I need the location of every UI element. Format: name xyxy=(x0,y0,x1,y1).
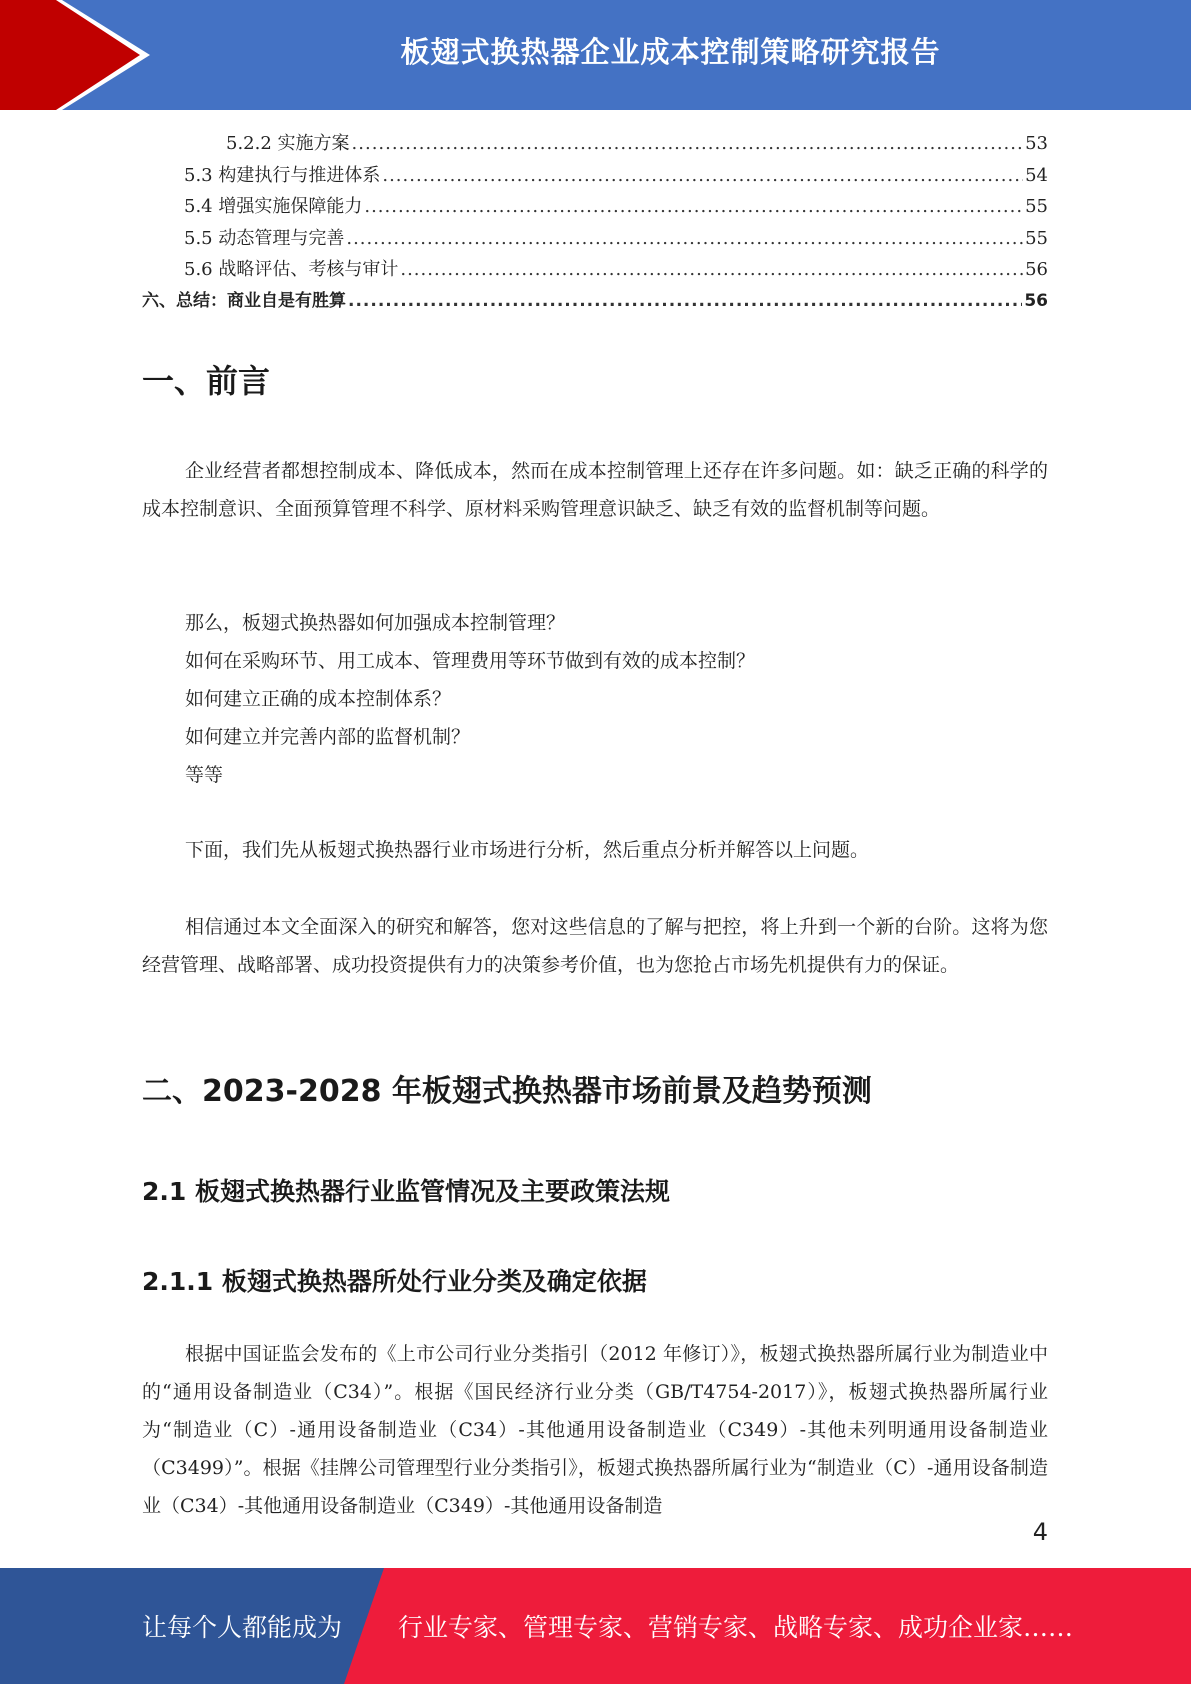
toc-item[interactable] xyxy=(142,223,1048,255)
toc-item-page: 55 xyxy=(1025,196,1048,217)
body-paragraph: 企业经营者都想控制成本、降低成本，然而在成本控制管理上还存在许多问题。如：缺乏正确的科学的成本控制意识、全面预算管理不科学、原材料采购管理意识缺乏、缺乏有效的监督机制等问题。 xyxy=(142,460,1048,520)
toc-item[interactable] xyxy=(142,160,1048,192)
question-item: 那么，板翅式换热器如何加强成本控制管理？ xyxy=(185,612,566,634)
toc-item[interactable] xyxy=(142,254,1048,286)
toc-item-label: 5.3 构建执行与推进体系 xyxy=(184,164,381,186)
body-paragraph: 根据中国证监会发布的《上市公司行业分类指引（2012 年修订）》，板翅式换热器所属行业为制造业中的“通用设备制造业（C34）”。根据《国民经济行业分类（GB/T4754-2017）》，板翅式换热器所属行业为“制造业（C）-通用设备制造业（C34）-其他通用设备制造业（C349）-其他未列明通用设备制造业（C3499）”。根据《挂牌公司管理型行业分类指引》，板翅式换热器所属行业为“制造业（C）-通用设备制造业（C34）-其他通用设备制造业（C349）-其他通用设备制造 xyxy=(142,1343,1048,1517)
question-item: 如何在采购环节、用工成本、管理费用等环节做到有效的成本控制？ xyxy=(185,650,756,672)
toc-leader-dots xyxy=(382,160,1023,192)
toc-item-page: 55 xyxy=(1025,227,1048,249)
question-item: 如何建立并完善内部的监督机制？ xyxy=(185,726,471,748)
question-list xyxy=(185,604,755,794)
section-heading-preface: 一、前言 xyxy=(142,362,271,400)
toc-leader-dots xyxy=(346,223,1023,255)
toc-item-page: 54 xyxy=(1025,164,1048,186)
footer-slogan-right: 行业专家、管理专家、营销专家、战略专家、成功企业家…… xyxy=(398,1613,1074,1642)
question-item: 等等 xyxy=(185,764,224,786)
section-heading-forecast: 二、2023-2028 年板翅式换热器市场前景及趋势预测 xyxy=(142,1074,872,1109)
subsection-heading: 2.1 板翅式换热器行业监管情况及主要政策法规 xyxy=(142,1177,670,1206)
body-paragraph: 相信通过本文全面深入的研究和解答，您对这些信息的了解与把控，将上升到一个新的台阶。这将为您经营管理、战略部署、成功投资提供有力的决策参考价值，也为您抢占市场先机提供有力的保证。 xyxy=(142,916,1048,976)
toc-item-label: 5.5 动态管理与完善 xyxy=(184,227,345,249)
toc-item-page: 56 xyxy=(1024,290,1048,311)
toc-item-label: 5.6 战略评估、考核与审计 xyxy=(184,259,399,280)
page-header xyxy=(0,0,1191,110)
toc-item-label: 5.2.2 实施方案 xyxy=(226,133,350,154)
question-item: 如何建立正确的成本控制体系？ xyxy=(185,688,452,710)
toc-item-label: 六、总结：商业自是有胜算 xyxy=(142,290,346,311)
subsubsection-heading: 2.1.1 板翅式换热器所处行业分类及确定依据 xyxy=(142,1267,647,1296)
toc-item[interactable] xyxy=(142,191,1048,223)
toc-leader-dots xyxy=(348,286,1022,318)
toc-item-label: 5.4 增强实施保障能力 xyxy=(184,196,363,217)
table-of-contents xyxy=(142,128,1048,317)
toc-item[interactable] xyxy=(142,286,1048,318)
toc-item-page: 56 xyxy=(1025,259,1048,280)
toc-item[interactable] xyxy=(142,128,1048,160)
toc-leader-dots xyxy=(400,254,1023,286)
toc-item-page: 53 xyxy=(1025,133,1048,154)
toc-leader-dots xyxy=(352,128,1024,160)
body-paragraph: 下面，我们先从板翅式换热器行业市场进行分析，然后重点分析并解答以上问题。 xyxy=(185,839,870,861)
footer-slogan-left: 让每个人都能成为 xyxy=(142,1613,343,1642)
report-title: 板翅式换热器企业成本控制策略研究报告 xyxy=(400,34,941,69)
toc-leader-dots xyxy=(364,191,1023,223)
page-footer xyxy=(0,1568,1191,1684)
page-number: 4 xyxy=(1032,1518,1048,1546)
